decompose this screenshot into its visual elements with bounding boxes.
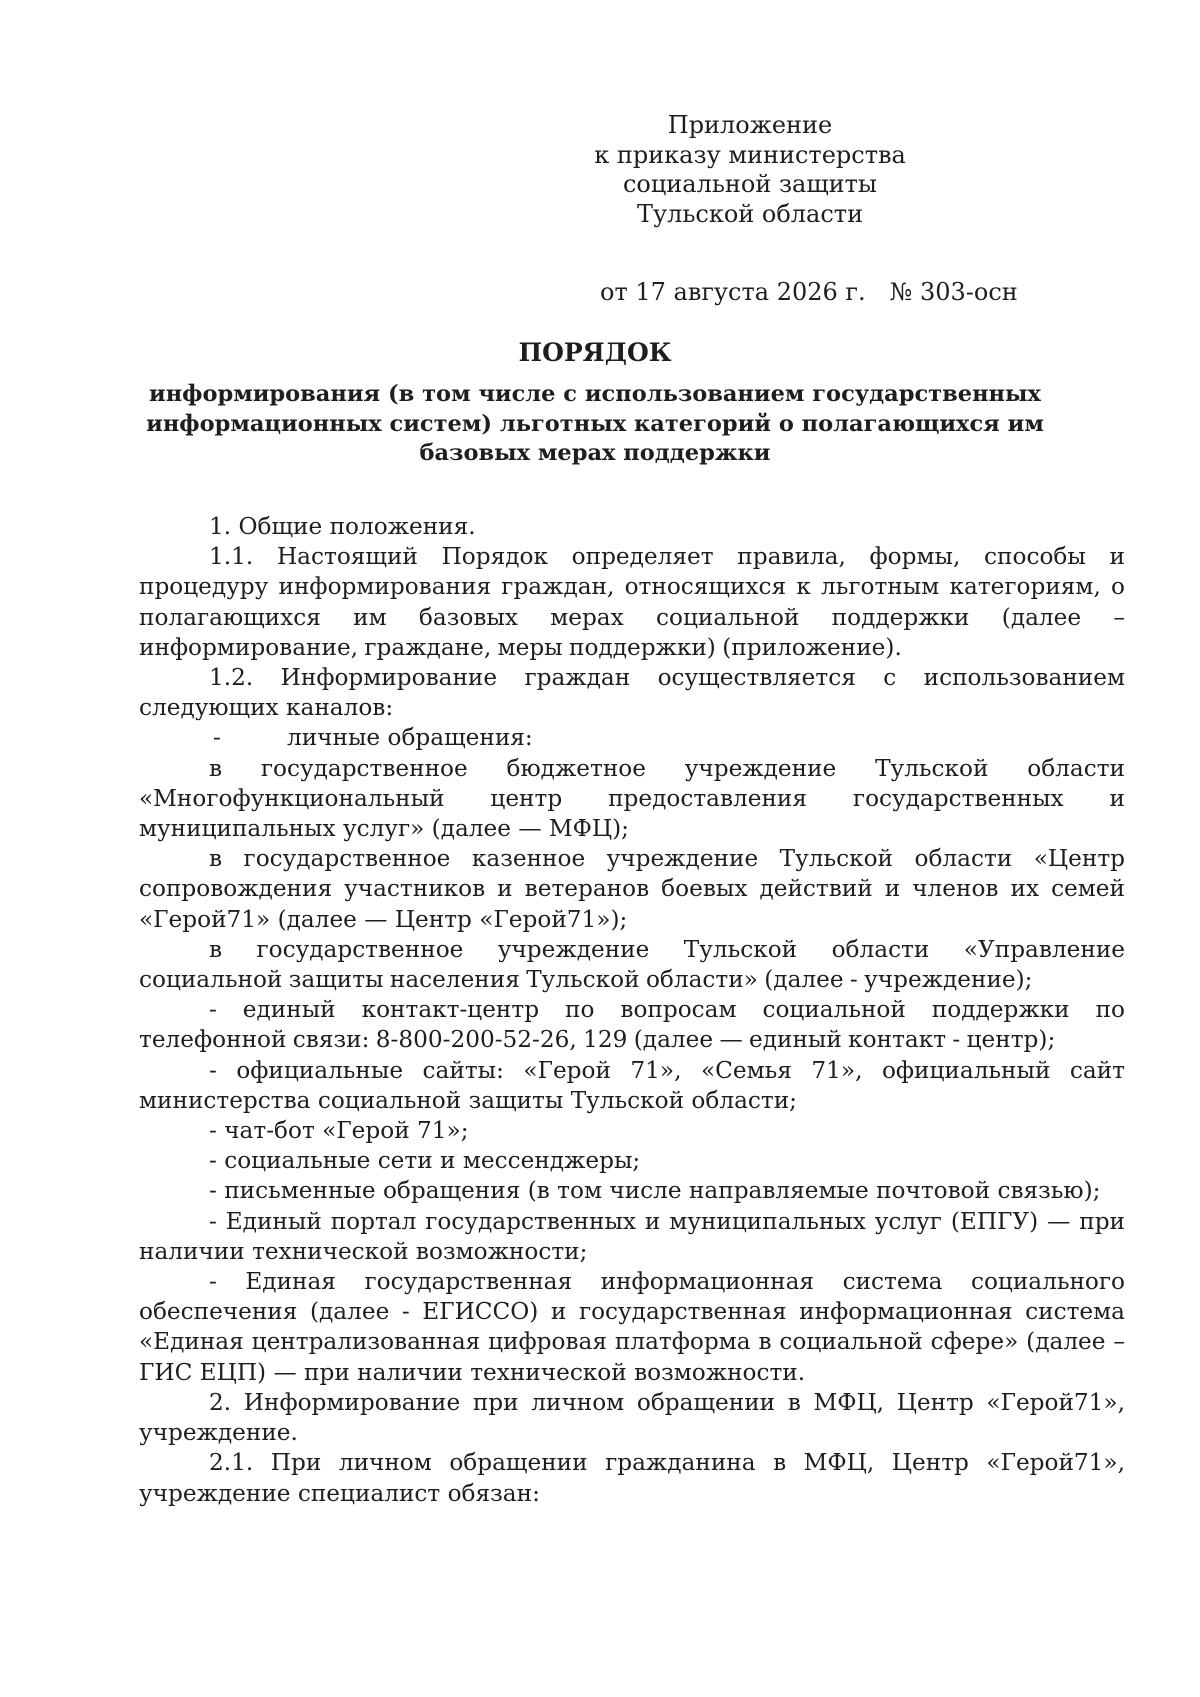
list-item-hero-center: в государственное казенное учреждение Тульской области «Центр сопровождения участников и ветеранов боевых действий и членов их семей «Герой71» (далее — Центр «Герой71»);: [139, 845, 1125, 933]
subtitle-line: базовых мерах поддержки: [419, 440, 771, 466]
list-item-chat-bot: - чат-бот «Герой 71»;: [209, 1117, 469, 1145]
list-item-personal-requests: [139, 723, 1125, 753]
approval-line: социальной защиты: [622, 170, 878, 198]
list-item-contact-center: - единый контакт-центр по вопросам социальной поддержки по телефонной связи: 8-800-200-52-26, 129 (далее — единый контакт - центр);: [139, 996, 1125, 1054]
subtitle-line: информационных систем) льготных категорий о полагающихся им: [146, 410, 1044, 437]
approval-block: [590, 111, 910, 229]
section-heading: 1. Общие положения.: [209, 513, 476, 540]
subtitle-line: информирования (в том числе с использованием государственных: [149, 381, 1041, 407]
dash-marker: -: [213, 724, 221, 752]
paragraph-1-2: 1.2. Информирование граждан осуществляется с использованием следующих каналов:: [139, 664, 1125, 722]
order-date-line: [600, 277, 1018, 307]
list-item-social-protection: в государственное учреждение Тульской области «Управление социальной защиты населения Тульской области» (далее - учреждение);: [139, 935, 1125, 994]
order-number: № 303-осн: [889, 278, 1018, 306]
list-item-epgu: - Единый портал государственных и муниципальных услуг (ЕПГУ) — при наличии технической возможности;: [139, 1207, 1125, 1265]
list-item-text: личные обращения:: [287, 724, 533, 752]
list-item-mfc: в государственное бюджетное учреждение Тульской области «Многофункциональный центр предоставления государственных и муниципальных услуг» (далее — МФЦ);: [139, 754, 1125, 843]
order-date: от 17 августа 2026 г.: [600, 278, 866, 306]
approval-line: Тульской области: [636, 199, 864, 228]
list-item-egisso: - Единая государственная информационная система социального обеспечения (далее - ЕГИССО) и государственная информационная система «Единая централизованная цифровая платформа в социальной сфере» (далее – ГИС ЕЦП) — при наличии технической возможности.: [139, 1268, 1125, 1386]
section-2-heading: 2. Информирование при личном обращении в МФЦ, Центр «Герой71», учреждение.: [139, 1388, 1125, 1447]
document-body: [139, 512, 1125, 1509]
list-item-social-networks: - социальные сети и мессенджеры;: [209, 1147, 641, 1175]
paragraph-1-1: 1.1. Настоящий Порядок определяет правила, формы, способы и процедуру информирования граждан, относящихся к льготным категориям, о полагающихся им базовых мерах социальной поддержки (далее – информирование, граждане, меры поддержки) (приложение).: [139, 543, 1125, 661]
document-title: ПОРЯДОК: [518, 338, 672, 367]
paragraph-2-1: 2.1. При личном обращении гражданина в МФЦ, Центр «Герой71», учреждение специалист обязан:: [139, 1449, 1125, 1507]
approval-line: к приказу министерства: [594, 140, 906, 169]
document-subtitle: [130, 380, 1060, 469]
approval-line: Приложение: [667, 111, 833, 139]
list-item-official-sites: - официальные сайты: «Герой 71», «Семья 71», официальный сайт министерства социальной защиты Тульской области;: [139, 1056, 1125, 1114]
list-item-written-requests: - письменные обращения (в том числе направляемые почтовой связью);: [209, 1177, 1101, 1205]
